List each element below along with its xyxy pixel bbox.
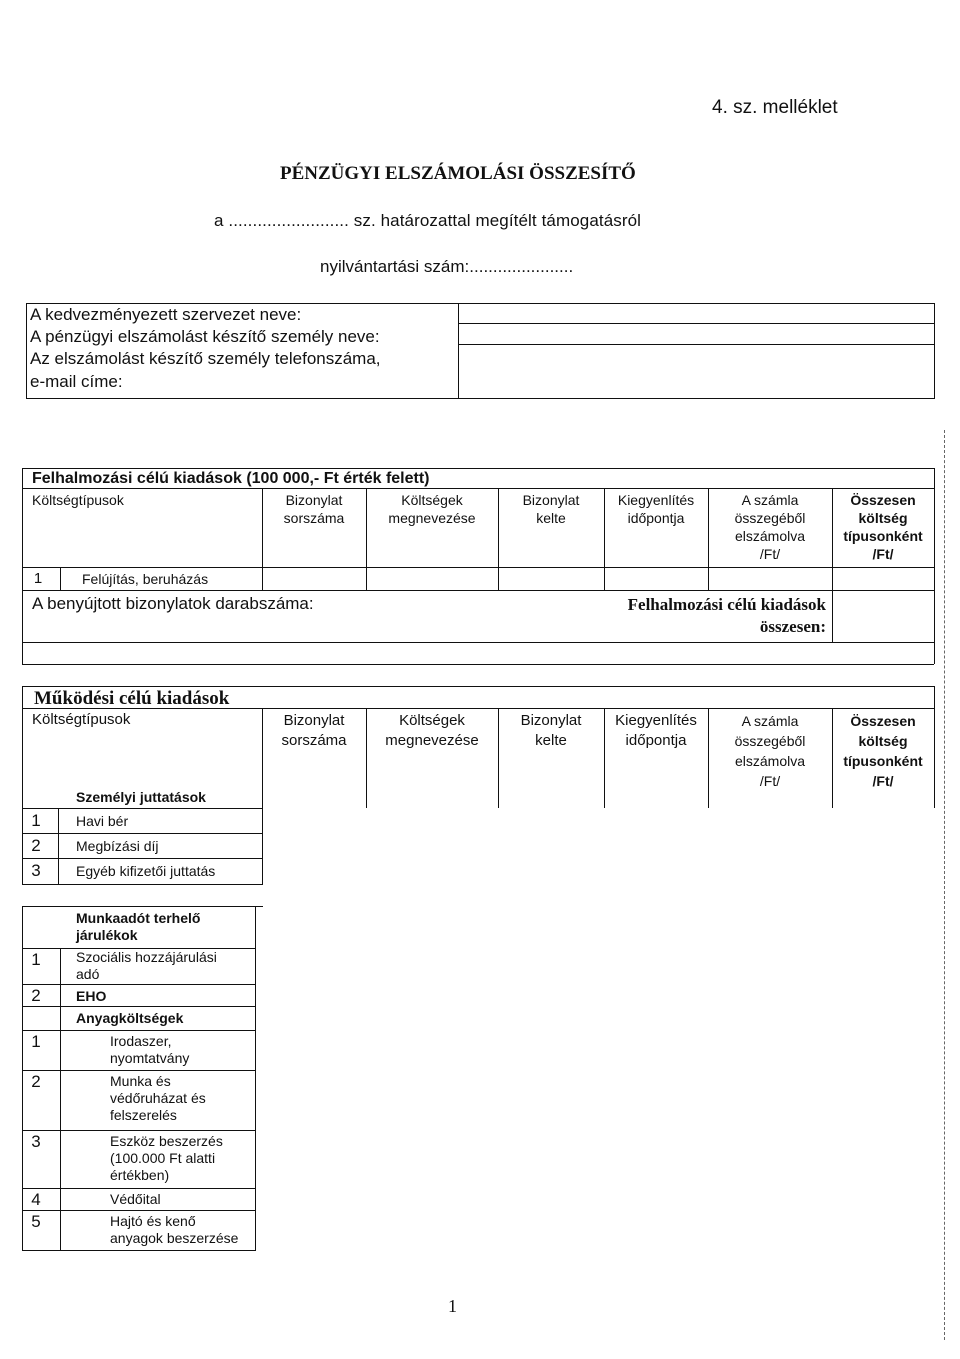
col-total-by-type: Összesen költség típusonként /Ft/	[843, 492, 923, 562]
capital-total-label: Felhalmozási célú kiadások összesen:	[627, 595, 826, 636]
operating-section-title: Működési célú kiadások	[34, 688, 230, 709]
materials-row-num: 5	[31, 1212, 41, 1231]
row-label: Felújítás, beruházás	[82, 571, 209, 587]
materials-row-label: Védőital	[110, 1191, 161, 1207]
materials-row-num: 4	[31, 1190, 41, 1209]
preparer-phone-label: Az elszámolást készítő személy telefonszáma,	[30, 349, 381, 368]
registry-number: nyilvántartási szám:......................	[320, 257, 574, 276]
resolution-line: a ......................... sz. határozattal megítélt támogatásról	[214, 211, 642, 230]
personnel-row-label: Havi bér	[76, 813, 129, 829]
col2-invoice-amount: A számla összegéből elszámolva /Ft/	[734, 713, 806, 789]
materials-row-label: Irodaszer, nyomtatvány	[110, 1033, 190, 1066]
col-receipt-number: Bizonylat sorszáma	[283, 492, 345, 526]
contrib-row-num: 1	[31, 950, 41, 969]
personnel-group-title: Személyi juttatások	[76, 789, 206, 805]
materials-row-num: 3	[31, 1132, 41, 1151]
materials-row-num: 1	[31, 1032, 41, 1051]
page-title: PÉNZÜGYI ELSZÁMOLÁSI ÖSSZESÍTŐ	[280, 163, 636, 184]
personnel-row-num: 1	[31, 811, 41, 830]
preparer-email-label: e-mail címe:	[30, 372, 123, 391]
receipt-count-label: A benyújtott bizonylatok darabszáma:	[32, 594, 314, 613]
personnel-row-num: 3	[31, 861, 41, 880]
col2-payment-date: Kiegyenlítés időpontja	[615, 712, 697, 749]
annex-label: 4. sz. melléklet	[712, 97, 838, 118]
col2-cost-name: Költségek megnevezése	[385, 712, 479, 749]
contrib-row-num: 2	[31, 986, 41, 1005]
margin-line	[944, 430, 945, 1340]
page-number: 1	[448, 1296, 457, 1316]
col-invoice-amount: A számla összegéből elszámolva /Ft/	[734, 492, 806, 562]
col2-total-by-type: Összesen költség típusonként /Ft/	[843, 713, 923, 789]
col-receipt-date: Bizonylat kelte	[522, 492, 580, 526]
materials-row-label: Eszköz beszerzés (100.000 Ft alatti értékben)	[110, 1133, 223, 1183]
col2-receipt-number: Bizonylat sorszáma	[281, 712, 347, 749]
materials-row-label: Munka és védőruházat és felszerelés	[110, 1073, 206, 1123]
materials-group-title: Anyagköltségek	[76, 1010, 184, 1026]
col2-cost-types: Költségtípusok	[32, 711, 131, 728]
materials-row-label: Hajtó és kenő anyagok beszerzése	[110, 1213, 239, 1246]
row-number: 1	[33, 570, 43, 587]
materials-row-num: 2	[31, 1072, 41, 1091]
employer-contrib-title: Munkaadót terhelő járulékok	[76, 910, 201, 943]
col-cost-types: Költségtípusok	[32, 492, 124, 508]
col-payment-date: Kiegyenlítés időpontja	[617, 492, 695, 526]
contrib-row-label: Szociális hozzájárulási adó	[76, 949, 217, 982]
org-name-label: A kedvezményezett szervezet neve:	[30, 305, 302, 324]
capital-section-title: Felhalmozási célú kiadások (100 000,- Ft érték felett)	[32, 470, 430, 487]
col-cost-name: Költségek megnevezése	[388, 492, 476, 526]
personnel-row-label: Megbízási díj	[76, 838, 159, 854]
contrib-row-label: EHO	[76, 988, 107, 1004]
personnel-row-num: 2	[31, 836, 41, 855]
col2-receipt-date: Bizonylat kelte	[520, 712, 582, 749]
preparer-name-label: A pénzügyi elszámolást készítő személy neve:	[30, 327, 380, 346]
personnel-row-label: Egyéb kifizetői juttatás	[76, 863, 216, 879]
